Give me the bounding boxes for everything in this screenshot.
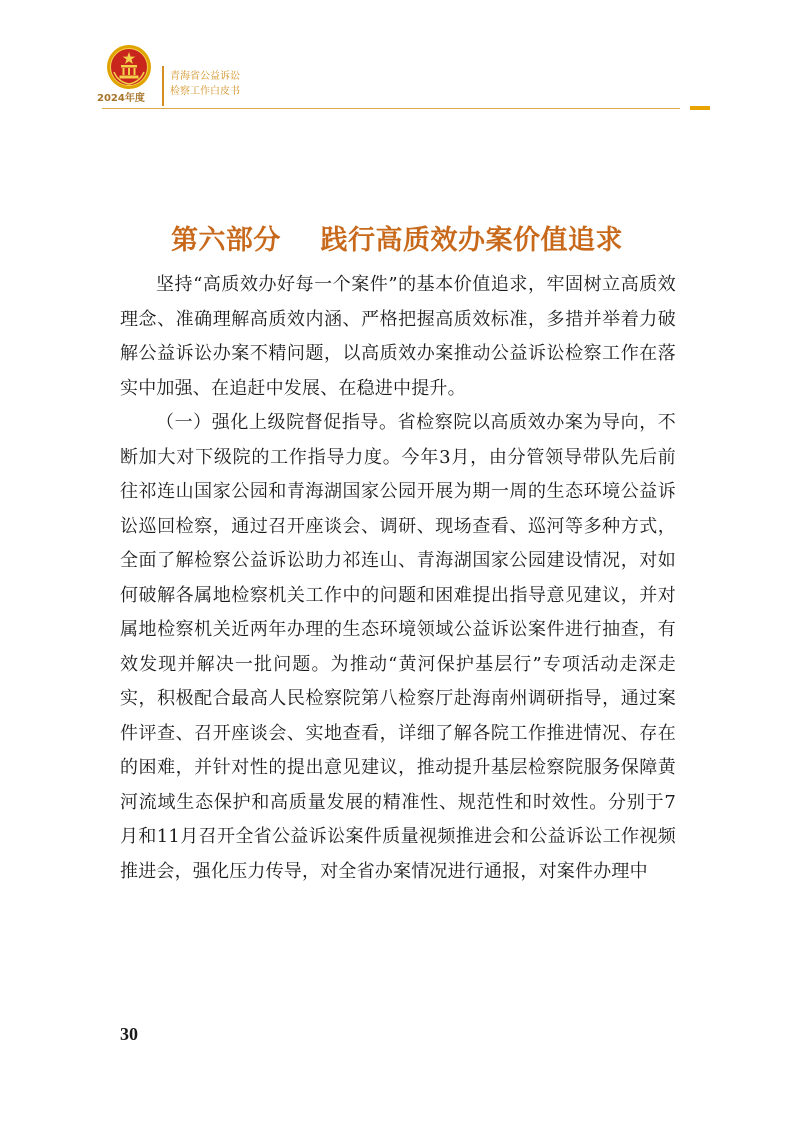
paragraph-2: （一）强化上级院督促指导。省检察院以高质效办案为导向，不断加大对下级院的工作指导力度。今年3月，由分管领导带队先后前往祁连山国家公园和青海湖国家公园开展为期一周的生态环境公益诉讼巡回检察，通过召开座谈会、调研、现场查看、巡河等多种方式，全面了解检察公益诉讼助力祁连山、青海湖国家公园建设情况，对如何破解各属地检察机关工作中的问题和困难提出指导意见建议，并对属地检察机关近两年办理的生态环境领域公益诉讼案件进行抽查，有效发现并解决一批问题。为推动“黄河保护基层行”专项活动走深走实，积极配合最高人民检察院第八检察厅赴海南州调研指导，通过案件评查、召开座谈会、实地查看，详细了解各院工作推进情况、存在的困难，并针对性的提出意见建议，推动提升基层检察院服务保障黄河流域生态保护和高质量发展的精准性、规范性和时效性。分别于7月和11月召开全省公益诉讼案件质量视频推进会和公益诉讼工作视频推进会，强化压力传导，对全省办案情况进行通报，对案件办理中: [120, 412, 676, 882]
header-title-line1: 青海省公益诉讼: [170, 71, 240, 82]
body-content: [120, 268, 676, 889]
year-label: 2024年度: [97, 93, 145, 104]
header-title-line2: 检察工作白皮书: [170, 86, 240, 97]
paragraph-1: 坚持“高质效办好每一个案件”的基本价值追求，牢固树立高质效理念、准确理解高质效内涵、严格把握高质效标准，多措并举着力破解公益诉讼办案不精问题，以高质效办案推动公益诉讼检察工作在落实中加强、在追赶中发展、在稳进中提升。: [120, 274, 676, 399]
page-number: 30: [120, 1024, 138, 1044]
page-header: [0, 0, 794, 120]
header-rule-accent: [690, 106, 710, 110]
header-rule: [102, 108, 680, 109]
section-title: 第六部分 践行高质效办案价值追求: [170, 225, 624, 257]
procuratorate-emblem-icon: [106, 44, 152, 90]
header-divider: [162, 66, 164, 106]
